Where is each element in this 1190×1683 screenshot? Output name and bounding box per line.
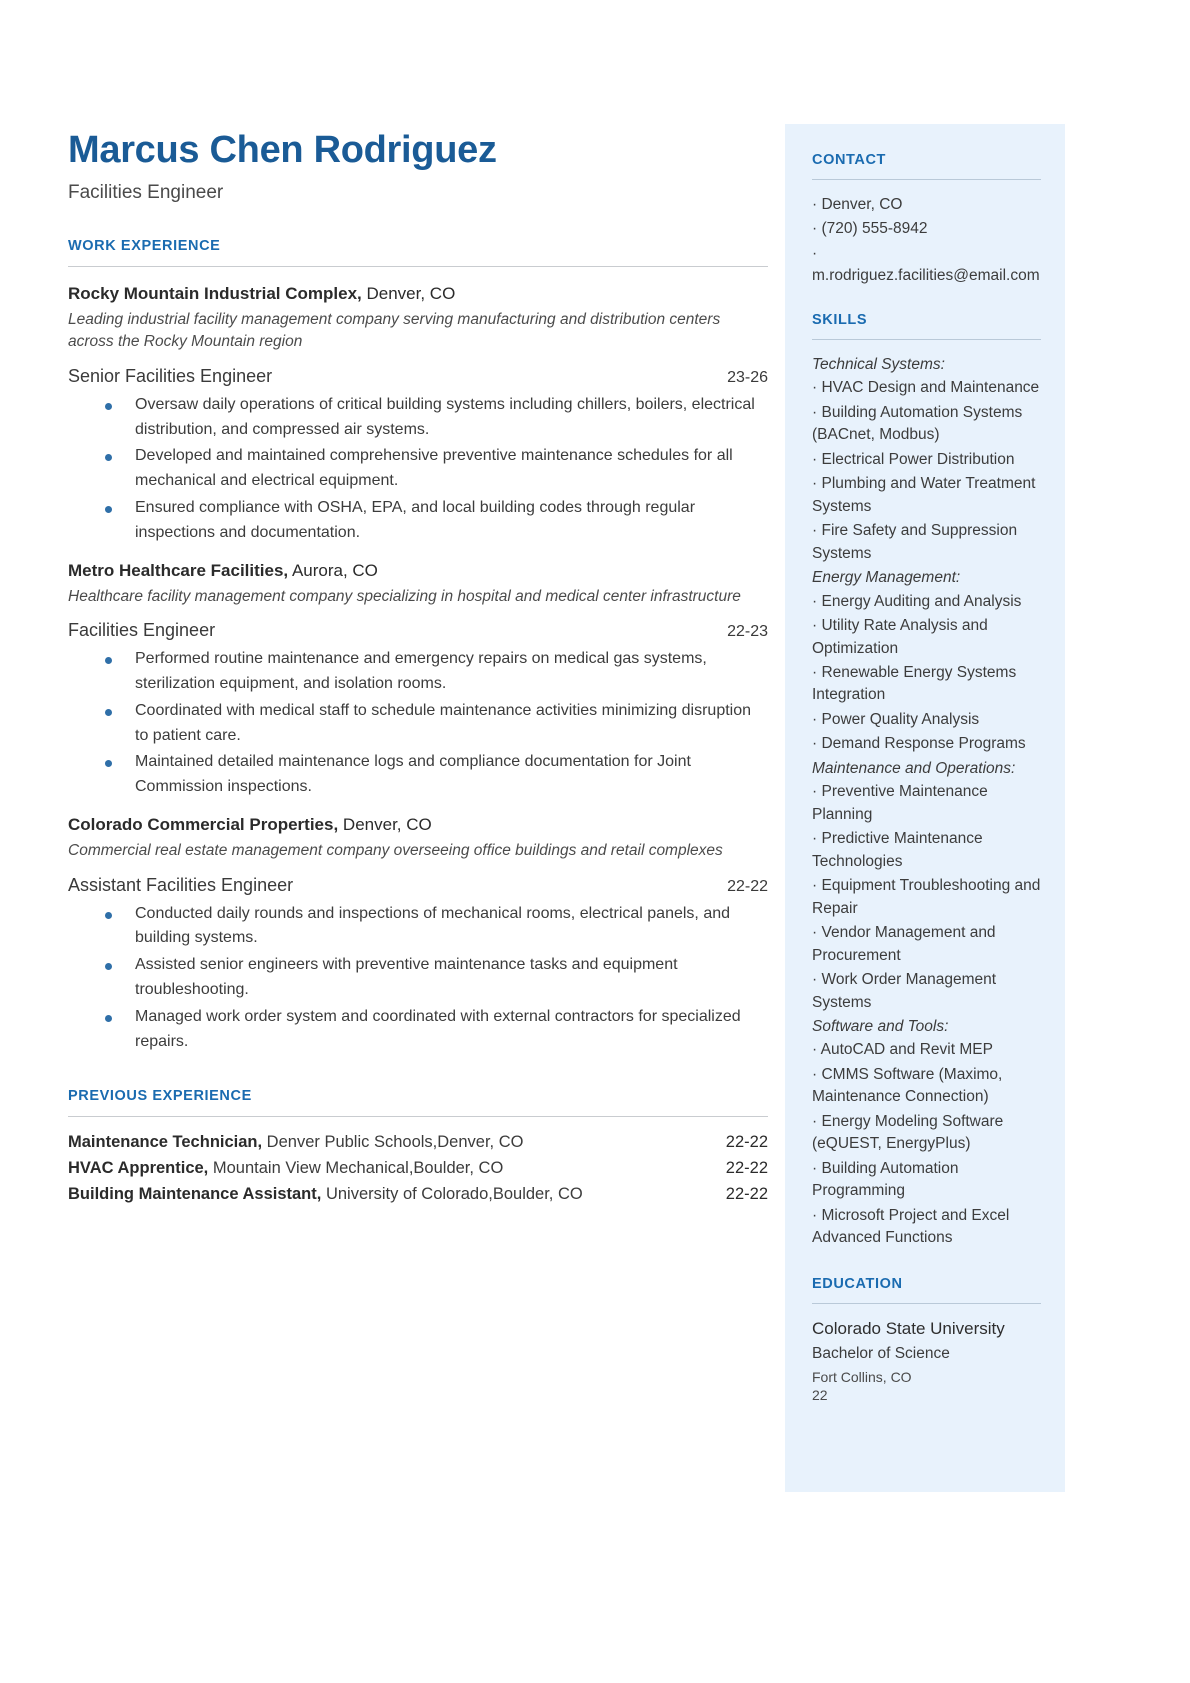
responsibility-list <box>68 902 768 1055</box>
role-row <box>68 620 768 641</box>
previous-role-detail: University of Colorado,Boulder, CO <box>325 1185 583 1204</box>
bullet-glyph: · <box>812 710 818 728</box>
skill-item <box>812 402 1041 447</box>
company-description: Commercial real estate management company overseeing office buildings and retail complexes <box>68 842 723 860</box>
skill-item <box>812 969 1041 1014</box>
page-title: Marcus Chen Rodriguez <box>68 129 497 171</box>
skill-item <box>812 1064 1041 1109</box>
bullet-glyph: · <box>812 450 818 468</box>
sidebar-header-education: EDUCATION <box>812 1275 903 1292</box>
bullet-glyph: · <box>812 617 818 635</box>
skill-item-text: CMMS Software (Maximo, Maintenance Connection) <box>812 1065 1003 1106</box>
skill-item <box>812 1039 1041 1061</box>
list-item <box>68 1133 768 1152</box>
skill-category: Energy Management: <box>812 569 961 587</box>
previous-role-line <box>68 1185 583 1204</box>
skill-item <box>812 591 1041 613</box>
skill-item <box>812 449 1041 471</box>
skill-item-text: Building Automation Programming <box>812 1159 959 1200</box>
education-school: Colorado State University <box>812 1318 1005 1338</box>
bullet-glyph: · <box>812 592 818 610</box>
list-item: Coordinated with medical staff to schedule maintenance activities minimizing disruption to patient care. <box>68 699 768 749</box>
responsibility-list <box>68 647 768 800</box>
company-name: Rocky Mountain Industrial Complex, <box>68 283 362 303</box>
skill-item-text: AutoCAD and Revit MEP <box>820 1041 993 1059</box>
main-column <box>68 130 768 1211</box>
sidebar-divider <box>812 179 1041 180</box>
skill-item-text: Work Order Management Systems <box>812 971 997 1011</box>
bullet-glyph: · <box>812 475 818 493</box>
company-location: Aurora, CO <box>291 560 378 580</box>
sidebar-section-contact <box>812 152 1041 288</box>
contact-email-text: m.rodriguez.facilities@email.com <box>812 267 1040 285</box>
previous-role-dates: 22-22 <box>725 1159 768 1178</box>
work-experience-list <box>68 283 768 1055</box>
company-description: Healthcare facility management company specializing in hospital and medical center infrastructure <box>68 587 741 605</box>
list-item: Oversaw daily operations of critical building systems including chillers, boilers, electrical distribution, and compressed air systems. <box>68 393 768 443</box>
bullet-glyph: · <box>812 783 818 801</box>
job-title-subtitle: Facilities Engineer <box>68 181 224 203</box>
company-name: Colorado Commercial Properties, <box>68 814 339 834</box>
previous-role-dates: 22-22 <box>725 1185 768 1204</box>
skill-item-text: Energy Modeling Software (eQUEST, EnergyPlus) <box>812 1112 1004 1153</box>
skill-item <box>812 662 1041 707</box>
skill-item <box>812 1158 1041 1203</box>
contact-email <box>812 243 1041 288</box>
skill-item <box>812 615 1041 660</box>
section-divider <box>68 266 768 267</box>
bullet-glyph: · <box>812 196 818 213</box>
skill-item <box>812 922 1041 967</box>
previous-role-line <box>68 1133 523 1152</box>
role-dates: 23-26 <box>727 368 768 386</box>
skill-item-text: Utility Rate Analysis and Optimization <box>812 617 988 657</box>
role-dates: 22-22 <box>727 877 768 895</box>
sidebar-header-contact: CONTACT <box>812 152 887 168</box>
previous-experience-section <box>68 1088 768 1204</box>
company-name: Metro Healthcare Facilities, <box>68 560 289 580</box>
responsibility-list <box>68 393 768 546</box>
bullet-glyph: · <box>812 403 818 421</box>
skill-item <box>812 473 1041 518</box>
skill-item-text: Equipment Troubleshooting and Repair <box>812 877 1041 917</box>
job-entry <box>68 283 768 546</box>
bullet-glyph: · <box>812 1112 818 1130</box>
contact-phone <box>812 218 1041 240</box>
skill-item <box>812 875 1041 920</box>
previous-role-line <box>68 1159 503 1178</box>
company-location: Denver, CO <box>366 283 456 303</box>
company-location: Denver, CO <box>342 814 432 834</box>
list-item <box>68 1185 768 1204</box>
role-title: Senior Facilities Engineer <box>68 365 273 386</box>
skill-item-text: Energy Auditing and Analysis <box>821 592 1022 610</box>
bullet-glyph: · <box>812 1206 818 1224</box>
skill-item <box>812 781 1041 826</box>
sidebar-divider <box>812 1303 1041 1304</box>
section-divider <box>68 1116 768 1117</box>
contact-location-text: Denver, CO <box>821 196 903 213</box>
bullet-glyph: · <box>812 830 818 848</box>
previous-role-title: Building Maintenance Assistant, <box>68 1185 322 1204</box>
skill-item-text: Vendor Management and Procurement <box>812 924 996 964</box>
skill-item <box>812 1111 1041 1156</box>
bullet-glyph: · <box>812 1159 818 1177</box>
bullet-glyph: · <box>812 971 818 989</box>
role-dates: 22-23 <box>727 623 768 641</box>
sidebar-section-skills <box>812 312 1041 1250</box>
company-line <box>68 560 768 582</box>
skill-item-text: Renewable Energy Systems Integration <box>812 663 1017 704</box>
job-entry <box>68 560 768 800</box>
skill-item-text: Demand Response Programs <box>821 735 1026 753</box>
contact-location <box>812 194 1041 216</box>
sidebar-section-education <box>812 1276 1041 1406</box>
company-description: Leading industrial facility management company serving manufacturing and distribution centers across the Rocky Mountain region <box>68 310 721 351</box>
list-item <box>68 1159 768 1178</box>
skill-item <box>812 377 1041 399</box>
bullet-glyph: · <box>812 244 818 262</box>
list-item: Ensured compliance with OSHA, EPA, and local building codes through regular inspections and documentation. <box>68 496 768 546</box>
skill-item-text: Fire Safety and Suppression Systems <box>812 522 1018 562</box>
bullet-glyph: · <box>812 735 818 753</box>
skill-item-text: Plumbing and Water Treatment Systems <box>812 475 1036 515</box>
section-header-previous-experience: PREVIOUS EXPERIENCE <box>68 1088 252 1105</box>
education-year: 22 <box>812 1387 828 1404</box>
skill-item <box>812 709 1041 731</box>
contact-phone-text: (720) 555-8942 <box>821 220 928 238</box>
skill-item-text: Predictive Maintenance Technologies <box>812 830 983 870</box>
skill-item-text: Power Quality Analysis <box>821 710 980 728</box>
list-item: Conducted daily rounds and inspections of mechanical rooms, electrical panels, and building systems. <box>68 902 768 952</box>
skill-category: Technical Systems: <box>812 355 945 373</box>
previous-role-dates: 22-22 <box>725 1133 768 1152</box>
education-location: Fort Collins, CO <box>812 1368 912 1385</box>
sidebar-divider <box>812 339 1041 340</box>
role-title: Assistant Facilities Engineer <box>68 874 294 895</box>
skill-category: Maintenance and Operations: <box>812 759 1016 777</box>
skill-item-text: Building Automation Systems (BACnet, Modbus) <box>812 403 1023 444</box>
bullet-glyph: · <box>812 877 818 895</box>
list-item: Managed work order system and coordinated with external contractors for specialized repairs. <box>68 1005 768 1055</box>
skill-item-text: Electrical Power Distribution <box>821 450 1015 468</box>
skill-item-text: Preventive Maintenance Planning <box>812 783 988 823</box>
skill-category: Software and Tools: <box>812 1018 949 1035</box>
list-item: Maintained detailed maintenance logs and compliance documentation for Joint Commission inspections. <box>68 750 768 800</box>
previous-role-detail: Mountain View Mechanical,Boulder, CO <box>212 1159 504 1178</box>
company-line <box>68 814 768 836</box>
sidebar-header-skills: SKILLS <box>812 311 868 328</box>
list-item: Developed and maintained comprehensive preventive maintenance schedules for all mechanical and electrical equipment. <box>68 444 768 494</box>
section-header-work-experience: WORK EXPERIENCE <box>68 237 221 254</box>
bullet-glyph: · <box>812 663 818 681</box>
previous-role-detail: Denver Public Schools,Denver, CO <box>266 1133 524 1152</box>
role-title: Facilities Engineer <box>68 620 216 641</box>
education-degree: Bachelor of Science <box>812 1344 950 1362</box>
skill-item <box>812 733 1041 755</box>
role-row <box>68 366 768 387</box>
bullet-glyph: · <box>812 522 818 540</box>
bullet-glyph: · <box>812 1065 818 1083</box>
skill-item-text: Microsoft Project and Excel Advanced Functions <box>812 1206 1010 1247</box>
sidebar <box>785 124 1065 1492</box>
skill-item <box>812 520 1041 565</box>
skill-item <box>812 1205 1041 1250</box>
bullet-glyph: · <box>812 379 818 397</box>
list-item: Performed routine maintenance and emergency repairs on medical gas systems, sterilization equipment, and isolation rooms. <box>68 647 768 697</box>
job-entry <box>68 814 768 1054</box>
previous-role-title: HVAC Apprentice, <box>68 1159 209 1178</box>
bullet-glyph: · <box>812 1041 818 1059</box>
skill-item-text: HVAC Design and Maintenance <box>821 379 1040 397</box>
previous-role-title: Maintenance Technician, <box>68 1133 263 1152</box>
company-line <box>68 283 768 305</box>
role-row <box>68 875 768 896</box>
bullet-glyph: · <box>812 924 818 942</box>
skill-item <box>812 828 1041 873</box>
list-item: Assisted senior engineers with preventive maintenance tasks and equipment troubleshooting. <box>68 953 768 1003</box>
bullet-glyph: · <box>812 220 818 238</box>
